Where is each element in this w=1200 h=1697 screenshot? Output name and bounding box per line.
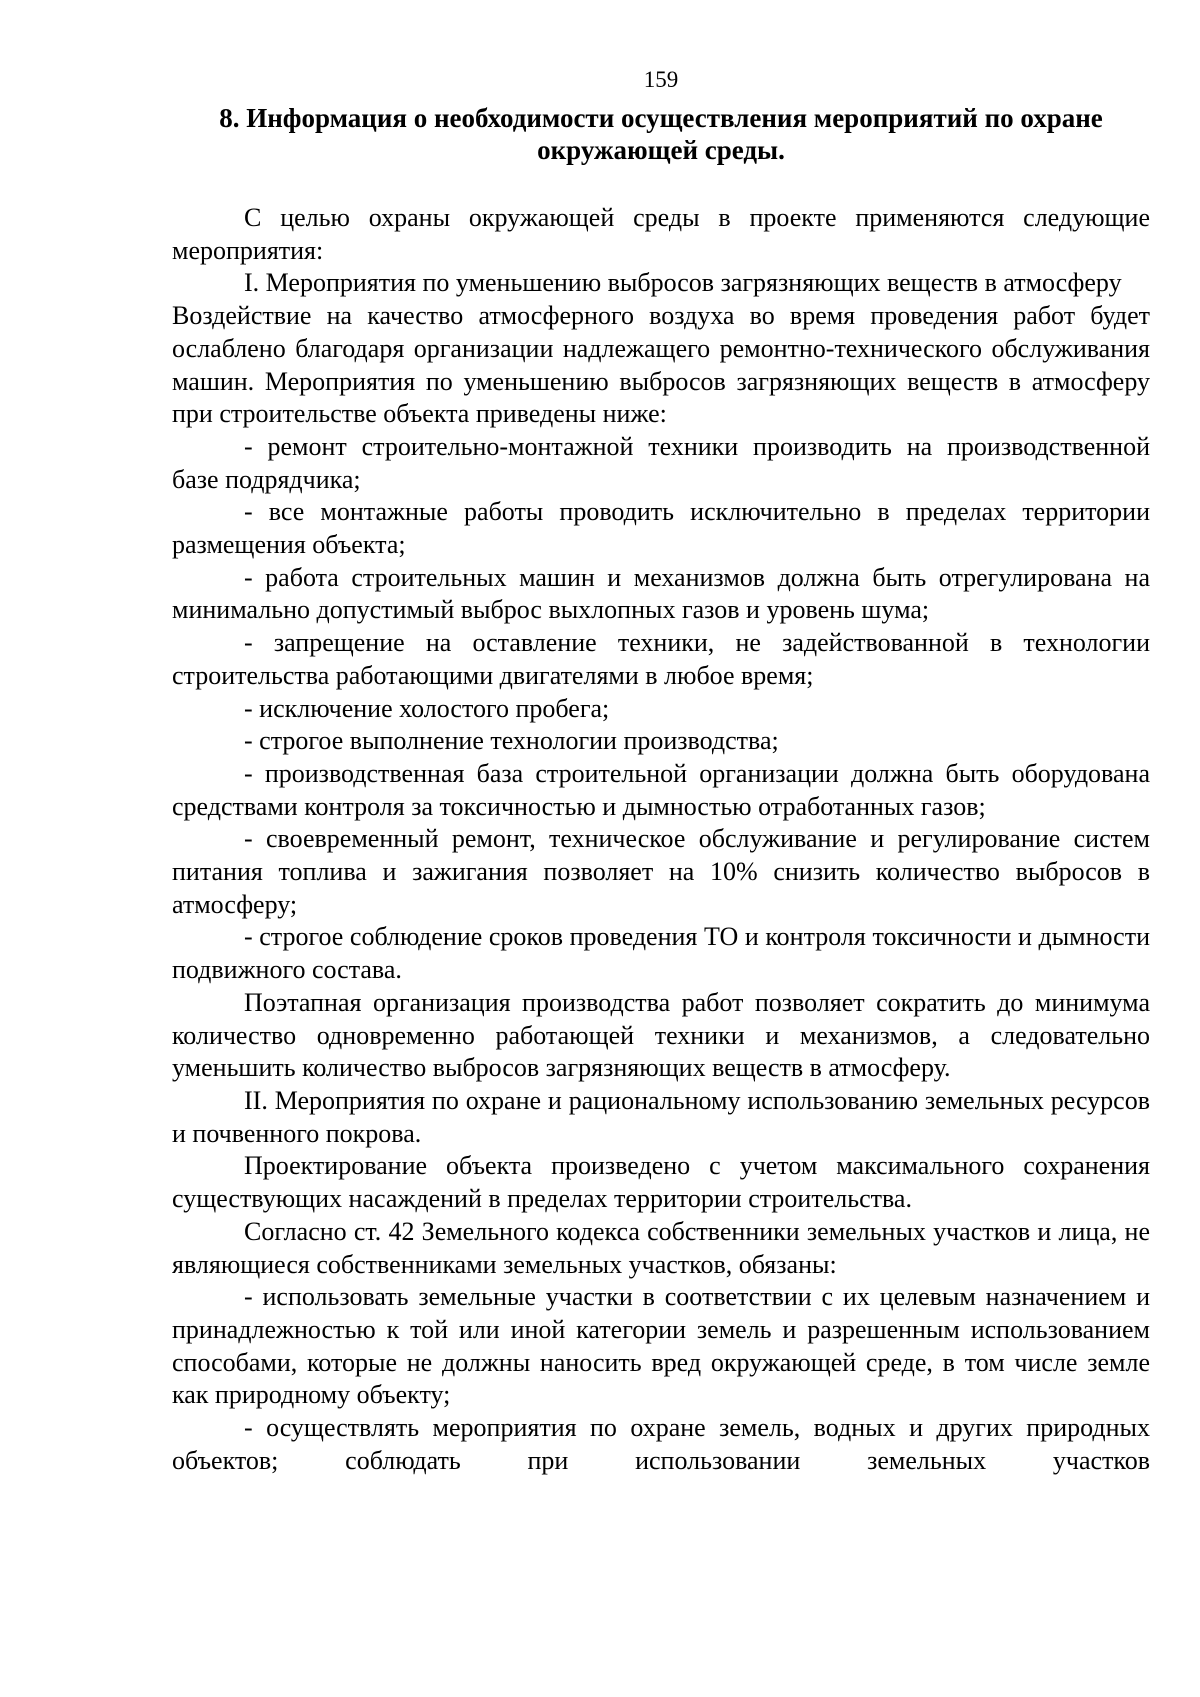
list-item: - осуществлять мероприятия по охране земель, водных и других природных объектов; соблюдать при использовании земельных участков xyxy=(172,1413,1150,1475)
paragraph-section-2-title: II. Мероприятия по охране и рациональному использованию земельных ресурсов и почвенного покрова. xyxy=(172,1085,1150,1148)
paragraph-design: Проектирование объекта произведено с учетом максимального сохранения существующих насаждений в пределах территории строительства. xyxy=(172,1151,1150,1214)
list-item: - строгое выполнение технологии производства; xyxy=(244,726,779,756)
list-item: - строгое соблюдение сроков проведения ТО и контроля токсичности и дымности подвижного состава. xyxy=(172,922,1150,985)
list-item: - запрещение на оставление техники, не задействованной в технологии строительства работающими двигателями в любое время; xyxy=(172,628,1150,690)
document-page xyxy=(172,66,1150,1477)
list-item: - использовать земельные участки в соответствии с их целевым назначением и принадлежностью к той или иной категории земель и разрешенным использованием способами, которые не должны наносить вред окружающей среде, в том числе земле как природному объекту; xyxy=(172,1282,1150,1410)
paragraph-section-1-title: I. Мероприятия по уменьшению выбросов загрязняющих веществ в атмосферу xyxy=(244,268,1122,298)
list-item: - производственная база строительной организации должна быть оборудована средствами контроля за токсичностью и дымностью отработанных газов; xyxy=(172,758,1150,821)
body-text xyxy=(172,202,1150,1477)
list-item: - исключение холостого пробега; xyxy=(244,693,610,723)
paragraph-air-impact: Воздействие на качество атмосферного воздуха во время проведения работ будет ослаблено благодаря организации надлежащего ремонтно-технического обслуживания машин. Мероприятия по уменьшению выбросов загрязняющих веществ в атмосферу при строительстве объекта приведены ниже: xyxy=(172,301,1150,429)
list-item: - работа строительных машин и механизмов должна быть отрегулирована на минимально допустимый выброс выхлопных газов и уровень шума; xyxy=(172,562,1150,625)
paragraph-intro: С целью охраны окружающей среды в проекте применяются следующие мероприятия: xyxy=(172,203,1150,265)
list-item: - все монтажные работы проводить исключительно в пределах территории размещения объекта; xyxy=(172,497,1150,560)
paragraph-land-code: Согласно ст. 42 Земельного кодекса собственники земельных участков и лица, не являющиеся собственниками земельных участков, обязаны: xyxy=(172,1216,1150,1279)
list-item: - ремонт строительно-монтажной техники производить на производственной базе подрядчика; xyxy=(172,431,1150,494)
paragraph-staged-organization: Поэтапная организация производства работ позволяет сократить до минимума количество одновременно работающей техники и механизмов, а следовательно уменьшить количество выбросов загрязняющих веществ в атмосферу. xyxy=(172,987,1150,1083)
page-number: 159 xyxy=(643,67,679,92)
section-heading: 8. Информация о необходимости осуществления мероприятий по охране окружающей среды. xyxy=(219,103,1103,165)
list-item: - своевременный ремонт, техническое обслуживание и регулирование систем питания топлива и зажигания позволяет на 10% снизить количество выбросов в атмосферу; xyxy=(172,824,1150,919)
